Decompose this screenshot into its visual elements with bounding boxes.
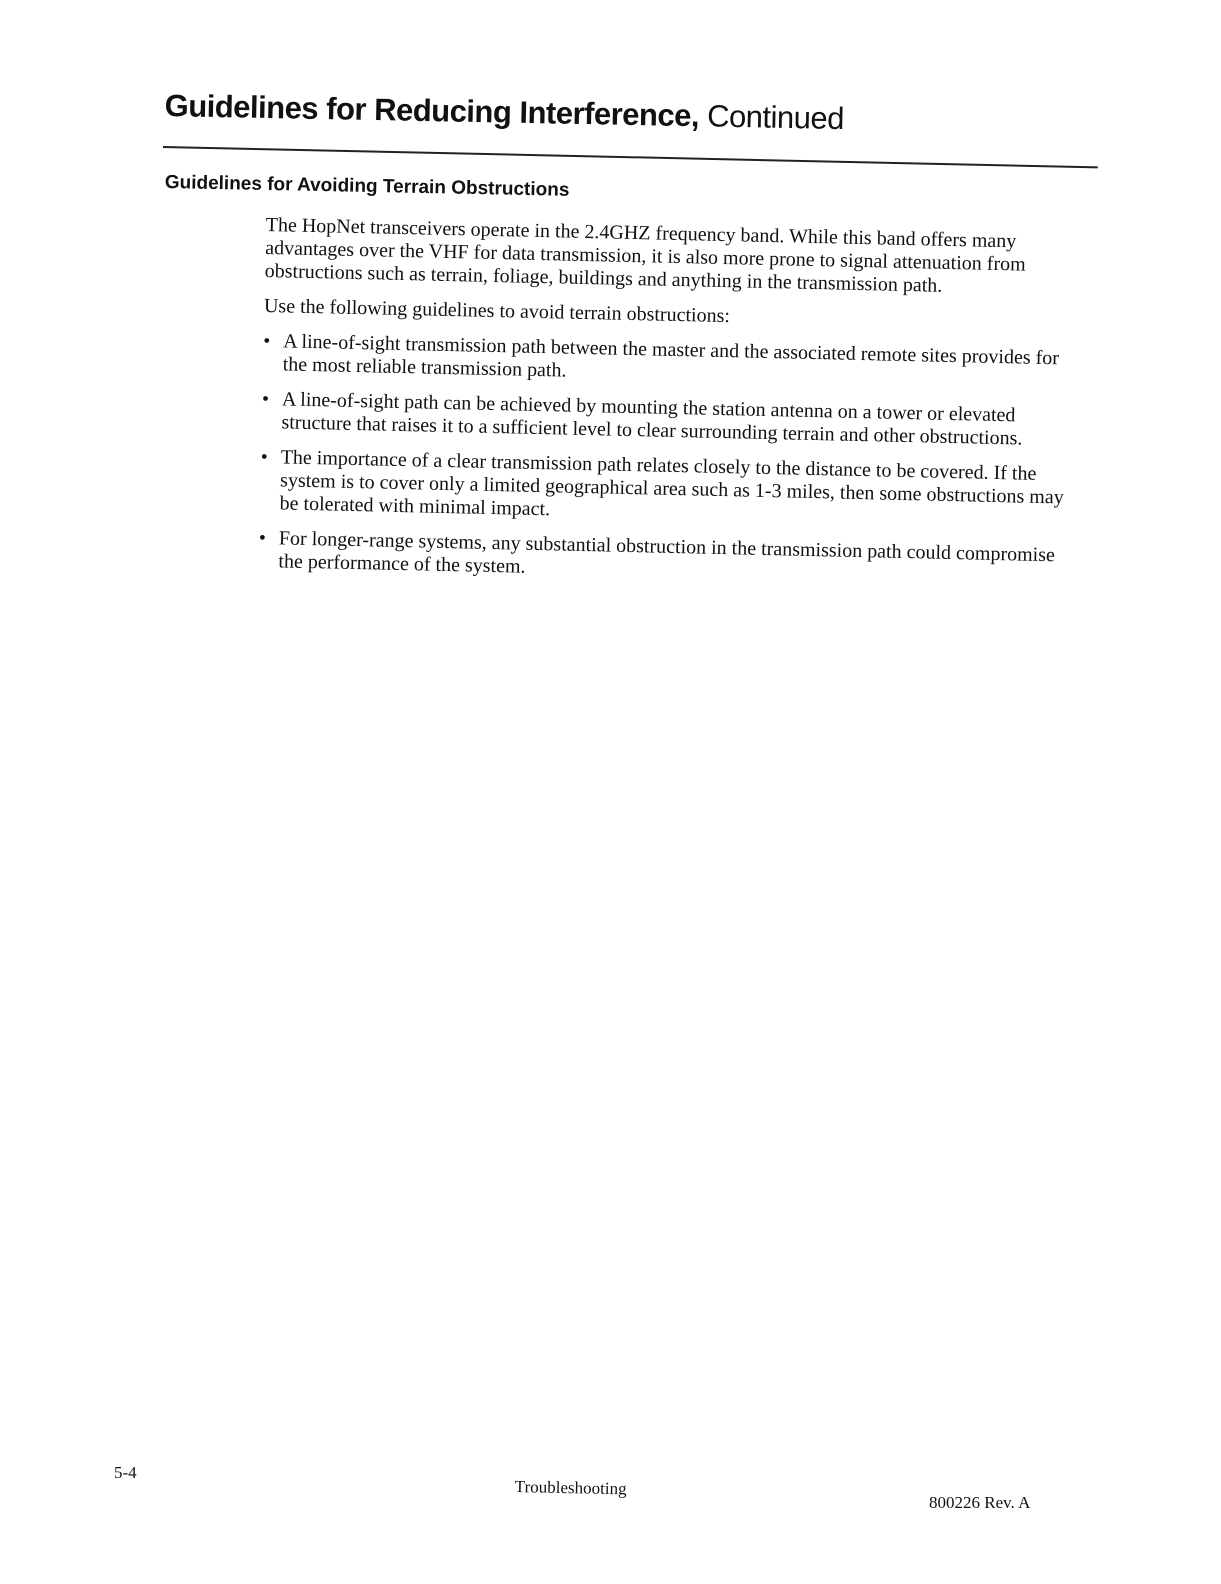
intro-paragraph: The HopNet transceivers operate in the 2.4GHZ frequency band. While this band offers many advantages over the VHF for data transmission, it is also more prone to signal attenuation from obstructions such as terrain, foliage, buildings and anything in the transmission path. xyxy=(264,214,1026,297)
page-title-continued: Continued xyxy=(706,98,845,137)
title-divider xyxy=(163,146,1098,168)
page-title xyxy=(164,88,844,137)
list-item xyxy=(258,527,1074,591)
bullet-icon: • xyxy=(261,387,270,411)
footer-page-number: 5-4 xyxy=(114,1463,137,1482)
list-item xyxy=(261,388,1077,452)
footer-section-name: Troubleshooting xyxy=(514,1477,627,1499)
page-title-main: Guidelines for Reducing Interference, xyxy=(164,88,700,134)
list-item-text: A line-of-sight transmission path between the master and the associated remote sites provides for the most reliable transmission path. xyxy=(282,330,1060,382)
bullet-icon: • xyxy=(262,329,271,353)
list-item xyxy=(259,446,1075,533)
lead-in-paragraph: Use the following guidelines to avoid terrain obstructions: xyxy=(263,294,731,328)
bullet-icon: • xyxy=(258,526,267,550)
guideline-list xyxy=(258,330,1078,591)
section-body xyxy=(258,214,1081,603)
list-item-text: The importance of a clear transmission path relates closely to the distance to be covered. If the system is to cover only a limited geographical area such as 1-3 miles, then some obstructions may be tolerated with minimal impact. xyxy=(279,446,1064,521)
list-item-text: For longer-range systems, any substantial obstruction in the transmission path could compromise the performance of the system. xyxy=(278,527,1056,578)
list-item-text: A line-of-sight path can be achieved by mounting the station antenna on a tower or elevated structure that raises it to a sufficient level to clear surrounding terrain and other obstructions. xyxy=(281,388,1023,450)
footer-document-number: 800226 Rev. A xyxy=(929,1493,1031,1512)
bullet-icon: • xyxy=(260,445,268,469)
list-item xyxy=(262,330,1078,394)
section-heading: Guidelines for Avoiding Terrain Obstructions xyxy=(164,172,570,201)
